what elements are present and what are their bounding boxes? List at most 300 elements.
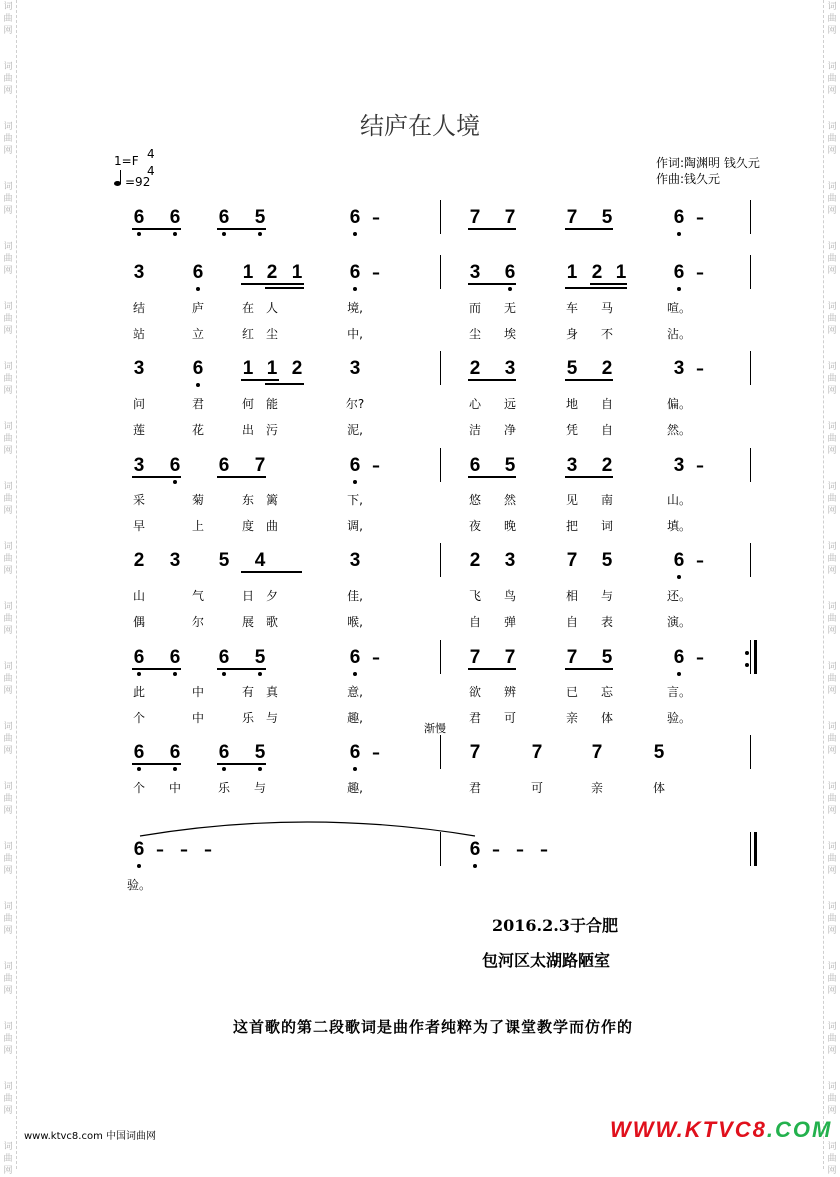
- watermark-char: 网: [827, 146, 837, 156]
- end-bar-line: [754, 832, 757, 866]
- watermark-char: 词: [3, 422, 13, 432]
- note: 6: [133, 647, 145, 668]
- watermark-char: 网: [3, 506, 13, 516]
- watermark-char: 网: [3, 326, 13, 336]
- watermark-char: 网: [827, 806, 837, 816]
- watermark-char: 词: [827, 302, 837, 312]
- lyric-char: 乐: [217, 781, 230, 795]
- watermark-char: 词: [827, 122, 837, 132]
- note: 5: [601, 207, 613, 228]
- lyric-char: 个: [132, 711, 145, 725]
- watermark-char: 词: [3, 1142, 13, 1152]
- watermark-char: 词: [827, 62, 837, 72]
- watermark-char: 网: [3, 866, 13, 876]
- watermark-char: 曲: [3, 1154, 13, 1164]
- note: 3: [133, 455, 145, 476]
- note: 1: [615, 262, 627, 283]
- lyric-char: 有: [241, 685, 254, 699]
- lyric-char: 还。: [666, 589, 691, 603]
- beam-underline: [132, 476, 181, 478]
- note: 6: [673, 262, 685, 283]
- watermark-char: 曲: [827, 134, 837, 144]
- note: 6: [349, 647, 361, 668]
- note: 3: [504, 550, 516, 571]
- lyric-char: 把: [565, 519, 578, 533]
- note: 7: [504, 207, 516, 228]
- bar-line: [750, 200, 751, 234]
- watermark-char: 词: [3, 242, 13, 252]
- lyric-char: 篱: [265, 493, 278, 507]
- note: 2: [133, 550, 145, 571]
- lyric-char: 日: [241, 589, 254, 603]
- lyric-char: 早: [132, 519, 145, 533]
- tie-slur: [140, 820, 475, 840]
- lyric-char: 尔: [191, 615, 204, 629]
- watermark-char: 网: [3, 446, 13, 456]
- watermark-char: 曲: [3, 434, 13, 444]
- note: 2: [601, 358, 613, 379]
- beam-underline: [241, 283, 304, 285]
- beam-underline: [565, 476, 613, 478]
- lyric-char: 山。: [666, 493, 691, 507]
- note: 5: [566, 358, 578, 379]
- note: 5: [254, 742, 266, 763]
- note: 6: [349, 742, 361, 763]
- watermark-char: 词: [827, 782, 837, 792]
- lyric-char: 花: [191, 423, 204, 437]
- lyric-char: 无: [503, 301, 516, 315]
- lyric-char: 净: [503, 423, 516, 437]
- lyric-char: 调,: [347, 519, 363, 533]
- lyric-char: 中: [191, 711, 204, 725]
- watermark-char: 网: [827, 326, 837, 336]
- note: 6: [349, 207, 361, 228]
- watermark-char: 网: [827, 626, 837, 636]
- lyric-char: 菊: [191, 493, 204, 507]
- lyric-char: 中: [191, 685, 204, 699]
- place-line: 包河区太湖路陋室: [482, 951, 611, 970]
- watermark-char: 曲: [827, 854, 837, 864]
- watermark-char: 词: [3, 842, 13, 852]
- watermark-char: 网: [3, 1046, 13, 1056]
- watermark-char: 词: [827, 962, 837, 972]
- note: 3: [169, 550, 181, 571]
- note: 2: [291, 358, 303, 379]
- watermark-char: 曲: [827, 614, 837, 624]
- lyric-char: 气: [191, 589, 204, 603]
- beam-underline: [468, 668, 516, 670]
- lyric-char: 然。: [666, 423, 691, 437]
- note: 7: [469, 647, 481, 668]
- lyric-char: 身: [565, 327, 578, 341]
- lyric-char: 喧。: [666, 301, 691, 315]
- lyric-char: 意,: [347, 685, 363, 699]
- note: 4: [254, 550, 266, 571]
- note: 6: [169, 207, 181, 228]
- watermark-char: 曲: [3, 134, 13, 144]
- watermark-char: 词: [827, 362, 837, 372]
- lyric-char: 趣,: [347, 711, 363, 725]
- note: 6: [504, 262, 516, 283]
- watermark-char: 网: [3, 86, 13, 96]
- watermark-char: 曲: [827, 434, 837, 444]
- watermark-char: 网: [3, 206, 13, 216]
- watermark-char: 网: [3, 566, 13, 576]
- note: 6: [133, 839, 145, 860]
- bar-line: [440, 255, 441, 289]
- watermark-char: 曲: [827, 734, 837, 744]
- note: 6: [169, 455, 181, 476]
- note: 3: [673, 358, 685, 379]
- watermark-char: 网: [827, 26, 837, 36]
- end-bar-line: [754, 640, 757, 674]
- lyricist-credit: 作词:陶渊明 钱久元: [656, 156, 760, 170]
- bar-line: [750, 255, 751, 289]
- lyric-char: 可: [503, 711, 516, 725]
- note: 6: [192, 358, 204, 379]
- sustain-dash: –: [696, 263, 704, 282]
- sustain-dash: –: [696, 359, 704, 378]
- watermark-char: 网: [3, 806, 13, 816]
- watermark-char: 曲: [3, 854, 13, 864]
- watermark-char: 曲: [3, 14, 13, 24]
- watermark-char: 曲: [3, 734, 13, 744]
- note: 2: [601, 455, 613, 476]
- watermark-char: 词: [3, 782, 13, 792]
- note: 7: [566, 207, 578, 228]
- note: 6: [133, 742, 145, 763]
- beam-underline: [468, 476, 516, 478]
- watermark-char: 曲: [3, 1034, 13, 1044]
- watermark-char: 词: [3, 362, 13, 372]
- lyric-char: 庐: [191, 301, 204, 315]
- lyric-char: 欲: [468, 685, 481, 699]
- watermark-char: 网: [3, 1106, 13, 1116]
- note: 6: [349, 455, 361, 476]
- lyric-char: 污: [265, 423, 278, 437]
- watermark-char: 网: [827, 446, 837, 456]
- beam-underline: [241, 379, 279, 381]
- watermark-char: 曲: [827, 374, 837, 384]
- lyric-char: 结: [132, 301, 145, 315]
- sustain-dash: –: [204, 840, 212, 859]
- beam-underline: [217, 668, 266, 670]
- note: 6: [469, 455, 481, 476]
- lyric-char: 演。: [666, 615, 691, 629]
- lyric-char: 真: [265, 685, 278, 699]
- watermark-char: 曲: [827, 194, 837, 204]
- lyric-char: 趣,: [347, 781, 363, 795]
- note: 5: [254, 647, 266, 668]
- watermark-char: 词: [3, 182, 13, 192]
- watermark-char: 网: [3, 746, 13, 756]
- sustain-dash: –: [156, 840, 164, 859]
- note: 5: [504, 455, 516, 476]
- lyric-char: 车: [565, 301, 578, 315]
- note: 7: [531, 742, 543, 763]
- lyric-char: 不: [600, 327, 613, 341]
- note: 6: [349, 262, 361, 283]
- lyric-char: 辨: [503, 685, 516, 699]
- right-watermark-strip: [823, 0, 840, 1176]
- time-signature-top: 4: [147, 147, 155, 161]
- lyric-char: 问: [132, 397, 145, 411]
- tempo-value: =92: [125, 175, 151, 189]
- watermark-char: 词: [3, 962, 13, 972]
- watermark-char: 曲: [827, 14, 837, 24]
- note: 2: [469, 550, 481, 571]
- lyric-char: 沾。: [666, 327, 691, 341]
- note: 6: [169, 742, 181, 763]
- watermark-char: 词: [3, 122, 13, 132]
- watermark-char: 网: [827, 1166, 837, 1176]
- watermark-char: 网: [827, 746, 837, 756]
- beam-underline: [565, 228, 613, 230]
- lyric-char: 远: [503, 397, 516, 411]
- lyric-char: 马: [600, 301, 613, 315]
- sustain-dash: –: [492, 840, 500, 859]
- watermark-char: 词: [3, 662, 13, 672]
- lyric-char: 相: [565, 589, 578, 603]
- watermark-char: 曲: [3, 974, 13, 984]
- watermark-char: 词: [827, 902, 837, 912]
- beam-underline: [468, 228, 516, 230]
- sustain-dash: –: [372, 648, 380, 667]
- note: 5: [254, 207, 266, 228]
- lyric-char: 东: [241, 493, 254, 507]
- watermark-char: 曲: [827, 674, 837, 684]
- bar-line: [440, 735, 441, 769]
- lyric-char: 验。: [126, 878, 151, 892]
- bar-line: [750, 543, 751, 577]
- watermark-char: 曲: [827, 1034, 837, 1044]
- note: 3: [349, 550, 361, 571]
- lyric-char: 何: [241, 397, 254, 411]
- watermark-char: 词: [827, 482, 837, 492]
- watermark-char: 曲: [827, 1094, 837, 1104]
- watermark-char: 网: [3, 146, 13, 156]
- lyric-char: 夜: [468, 519, 481, 533]
- note: 7: [469, 207, 481, 228]
- lyric-char: 自: [565, 615, 578, 629]
- lyric-char: 君: [191, 397, 204, 411]
- watermark-char: 网: [3, 26, 13, 36]
- lyric-char: 鸟: [503, 589, 516, 603]
- beam-underline: [217, 228, 266, 230]
- lyric-char: 埃: [503, 327, 516, 341]
- watermark-char: 网: [3, 266, 13, 276]
- left-watermark-strip: [0, 0, 17, 1176]
- note: 2: [469, 358, 481, 379]
- watermark-char: 词: [827, 182, 837, 192]
- lyric-char: 心: [468, 397, 481, 411]
- note: 5: [601, 550, 613, 571]
- watermark-char: 网: [827, 386, 837, 396]
- sustain-dash: –: [372, 263, 380, 282]
- watermark-char: 网: [827, 926, 837, 936]
- beam-underline: [132, 228, 181, 230]
- lyric-char: 与: [253, 781, 266, 795]
- lyric-char: 立: [191, 327, 204, 341]
- lyric-char: 亲: [565, 711, 578, 725]
- watermark-char: 网: [827, 86, 837, 96]
- lyric-char: 验。: [666, 711, 691, 725]
- watermark-char: 曲: [827, 74, 837, 84]
- watermark-char: 曲: [3, 794, 13, 804]
- bar-line: [440, 351, 441, 385]
- note: 7: [566, 550, 578, 571]
- tempo-marking: [114, 175, 150, 189]
- watermark-char: 网: [827, 866, 837, 876]
- repeat-dot: [745, 663, 749, 667]
- sustain-dash: –: [696, 208, 704, 227]
- bar-line: [440, 543, 441, 577]
- lyric-char: 填。: [666, 519, 691, 533]
- note: 3: [469, 262, 481, 283]
- watermark-char: 词: [3, 722, 13, 732]
- lyric-char: 出: [241, 423, 254, 437]
- note: 6: [133, 207, 145, 228]
- sustain-dash: –: [372, 208, 380, 227]
- watermark-char: 网: [3, 386, 13, 396]
- lyric-char: 采: [132, 493, 145, 507]
- beam-underline: [590, 283, 627, 285]
- bar-line: [750, 735, 751, 769]
- lyric-char: 词: [600, 519, 613, 533]
- watermark-char: 词: [827, 842, 837, 852]
- bar-line: [750, 351, 751, 385]
- sustain-dash: –: [540, 840, 548, 859]
- watermark-char: 词: [3, 1082, 13, 1092]
- lyric-char: 表: [600, 615, 613, 629]
- note: 6: [673, 207, 685, 228]
- watermark-char: 词: [827, 662, 837, 672]
- sustain-dash: –: [372, 456, 380, 475]
- lyric-char: 红: [241, 327, 254, 341]
- lyric-char: 君: [468, 781, 481, 795]
- watermark-char: 词: [827, 1082, 837, 1092]
- bar-line: [440, 448, 441, 482]
- watermark-char: 词: [3, 602, 13, 612]
- lyric-char: 飞: [468, 589, 481, 603]
- watermark-char: 词: [827, 1022, 837, 1032]
- watermark-char: 曲: [827, 794, 837, 804]
- watermark-char: 词: [3, 62, 13, 72]
- lyric-char: 君: [468, 711, 481, 725]
- note: 6: [218, 742, 230, 763]
- note: 1: [242, 358, 254, 379]
- lyric-char: 度: [241, 519, 254, 533]
- note: 7: [254, 455, 266, 476]
- composer-credit: 作曲:钱久元: [656, 172, 721, 186]
- lyric-char: 地: [565, 397, 578, 411]
- lyric-char: 此: [132, 685, 145, 699]
- note: 6: [218, 207, 230, 228]
- bar-line: [750, 640, 751, 674]
- note: 7: [469, 742, 481, 763]
- song-title: 结庐在人境: [360, 112, 480, 140]
- lyric-char: 中,: [347, 327, 363, 341]
- lyric-char: 泥,: [347, 423, 363, 437]
- lyric-char: 体: [652, 781, 665, 795]
- lyric-char: 偏。: [666, 397, 691, 411]
- watermark-char: 曲: [827, 494, 837, 504]
- lyric-char: 夕: [265, 589, 278, 603]
- beam-underline: [565, 287, 627, 289]
- watermark-char: 曲: [827, 974, 837, 984]
- watermark-char: 曲: [3, 74, 13, 84]
- watermark-char: 曲: [3, 194, 13, 204]
- beam-underline: [565, 379, 613, 381]
- watermark-char: 网: [827, 1046, 837, 1056]
- watermark-char: 词: [827, 422, 837, 432]
- lyric-char: 而: [468, 301, 481, 315]
- watermark-char: 网: [827, 266, 837, 276]
- note: 3: [133, 358, 145, 379]
- note: 3: [566, 455, 578, 476]
- note: 5: [218, 550, 230, 571]
- beam-underline: [217, 476, 266, 478]
- bar-line: [750, 448, 751, 482]
- bar-line: [440, 640, 441, 674]
- watermark-char: 网: [3, 926, 13, 936]
- sustain-dash: –: [696, 456, 704, 475]
- watermark-char: 词: [827, 1142, 837, 1152]
- watermark-char: 曲: [827, 914, 837, 924]
- watermark-char: 曲: [3, 314, 13, 324]
- beam-underline: [468, 283, 516, 285]
- lyric-char: 见: [565, 493, 578, 507]
- lyric-char: 洁: [468, 423, 481, 437]
- watermark-char: 网: [827, 566, 837, 576]
- note: 5: [601, 647, 613, 668]
- watermark-char: 网: [827, 1106, 837, 1116]
- note: 3: [673, 455, 685, 476]
- beam-underline: [217, 763, 266, 765]
- note: 3: [133, 262, 145, 283]
- beam-underline: [241, 571, 302, 573]
- sustain-dash: –: [372, 743, 380, 762]
- lyric-char: 人: [265, 301, 278, 315]
- sustain-dash: –: [696, 648, 704, 667]
- watermark-char: 网: [827, 986, 837, 996]
- note: 6: [218, 647, 230, 668]
- watermark-char: 曲: [827, 1154, 837, 1164]
- lyric-char: 言。: [666, 685, 691, 699]
- lyric-char: 佳,: [347, 589, 363, 603]
- time-signature-bottom: 4: [147, 164, 155, 178]
- watermark-char: 曲: [827, 554, 837, 564]
- note: 5: [653, 742, 665, 763]
- lyric-char: 自: [600, 423, 613, 437]
- lyric-char: 可: [530, 781, 543, 795]
- lyric-char: 歌: [265, 615, 278, 629]
- watermark-char: 词: [3, 482, 13, 492]
- watermark-char: 网: [827, 686, 837, 696]
- lyric-char: 乐: [241, 711, 254, 725]
- watermark-char: 曲: [3, 254, 13, 264]
- footer-site: www.ktvc8.com 中国词曲网: [24, 1131, 157, 1142]
- watermark-char: 词: [827, 542, 837, 552]
- watermark-char: 网: [3, 686, 13, 696]
- note: 7: [566, 647, 578, 668]
- lyric-char: 悠: [468, 493, 481, 507]
- watermark-char: 曲: [3, 1094, 13, 1104]
- repeat-dot: [745, 651, 749, 655]
- lyric-char: 莲: [132, 423, 145, 437]
- watermark-char: 曲: [3, 914, 13, 924]
- note: 6: [673, 550, 685, 571]
